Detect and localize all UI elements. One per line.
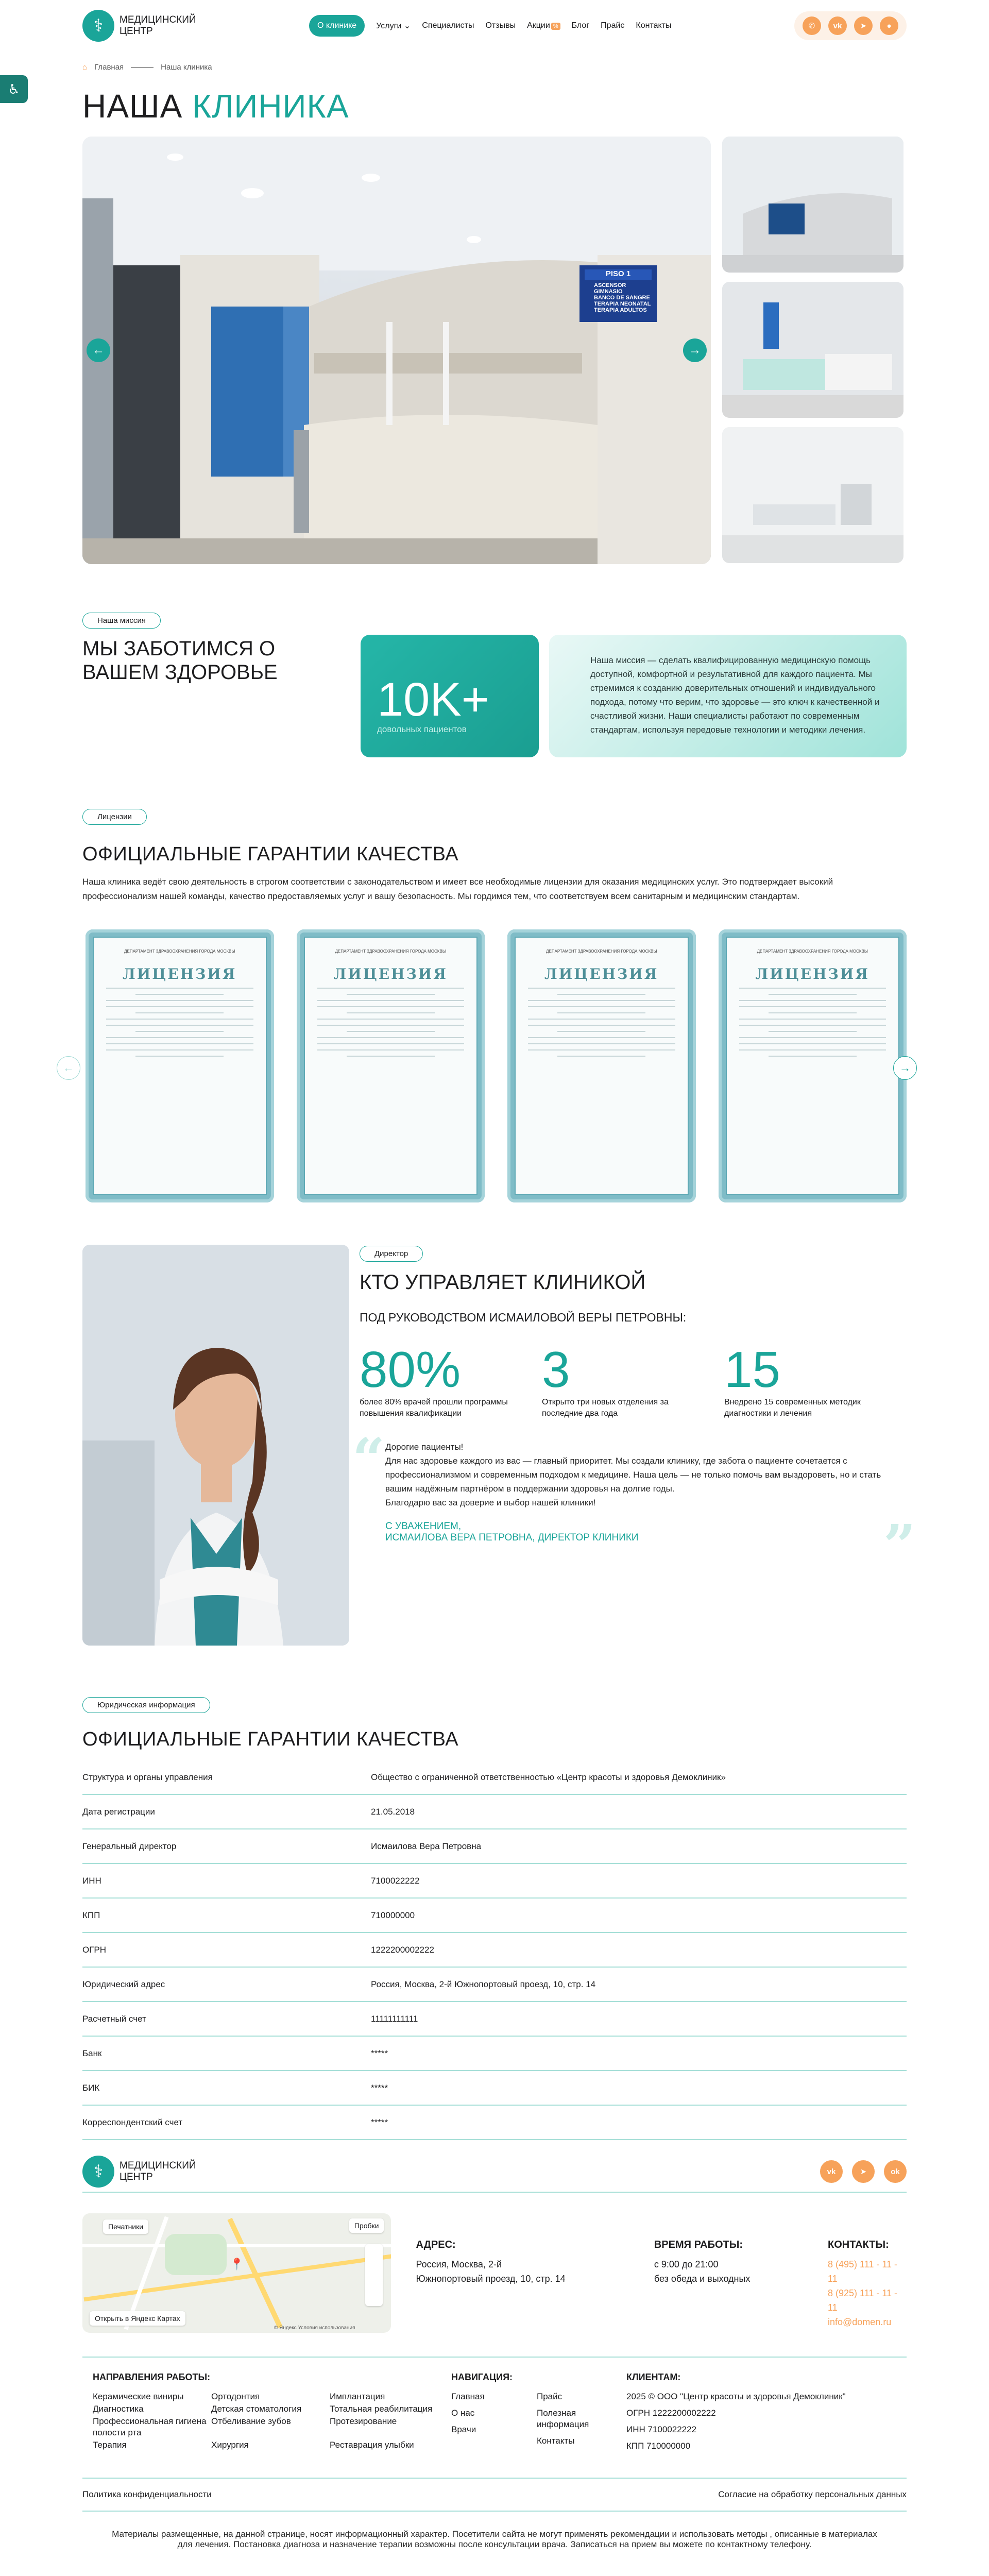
- footer-navigation: НАВИГАЦИЯ: Главная О нас Врачи Прайс Полезная информация Контакты: [451, 2372, 626, 2457]
- table-row: ИНН 7100022222: [82, 1864, 907, 1899]
- direction-link[interactable]: Имплантация: [330, 2392, 385, 2401]
- footer-nav-link[interactable]: Прайс: [537, 2392, 562, 2401]
- nav-item-specialists[interactable]: Специалисты: [422, 21, 474, 30]
- license-heading: ЛИЦЕНЗИЯ: [755, 965, 869, 982]
- floor-sign: PISO 1 ASCENSOR GIMNASIO BANCO DE SANGRE TERAPIA NEONATAL TERAPIA ADULTOS: [594, 269, 651, 313]
- licenses-section: [63, 809, 911, 1202]
- gallery-next-button[interactable]: →: [683, 338, 707, 362]
- license-card[interactable]: ДЕПАРТАМЕНТ ЗДРАВООХРАНЕНИЯ ГОРОДА МОСКВЫ ЛИЦЕНЗИЯ: [507, 929, 696, 1202]
- director-portrait-illustration: [82, 1245, 349, 1646]
- accessibility-icon[interactable]: ♿: [0, 75, 28, 103]
- licenses-next-button[interactable]: →: [893, 1056, 917, 1080]
- footer-top: [82, 2151, 907, 2193]
- table-row: Корреспондентский счет *****: [82, 2106, 907, 2140]
- director-section: [82, 1245, 916, 1646]
- license-card[interactable]: ДЕПАРТАМЕНТ ЗДРАВООХРАНЕНИЯ ГОРОДА МОСКВЫ ЛИЦЕНЗИЯ: [297, 929, 485, 1202]
- direction-link[interactable]: Ортодонтия: [211, 2392, 260, 2401]
- vk-icon[interactable]: vk: [828, 16, 847, 35]
- director-quote: “ Дорогие пациенты! Для нас здоровье каждого из вас — главный приоритет. Мы создали клинику, где забота о пациенте сочетается с профессионализмом и современным подходом к медицине. Наша цель — не только помочь вам выздороветь, но и стать вашим надёжным партнёром в поддержании здоровья на долгие годы. Благодарю вас за доверие и выбор нашей клиники! С УВАЖЕНИЕМ, ИСМАИЛОВА ВЕРА ПЕТРОВНА, ДИРЕКТОР КЛИНИКИ ”: [352, 1426, 916, 1579]
- map-zoom-controls[interactable]: [365, 2244, 383, 2306]
- table-row: Расчетный счет 11111111111: [82, 2002, 907, 2037]
- map-open-button[interactable]: Открыть в Яндекс Картах: [90, 2311, 185, 2326]
- site-header: [82, 0, 907, 52]
- footer-directions: НАПРАВЛЕНИЯ РАБОТЫ: Керамические виниры Ортодонтия Имплантация Диагностика Детская стоматология Тотальная реабилитация Профессиональная гигиена полости рта Отбеливание зубов Протезирование Терапия Хирургия Реставрация улыбки: [93, 2372, 451, 2457]
- yandex-map[interactable]: 📍 Печатники Пробки Открыть в Яндекс Картах © Яндекс Условия использования: [82, 2213, 391, 2333]
- header-socials: [794, 11, 907, 40]
- direction-link[interactable]: Профессиональная гигиена полости рта: [93, 2416, 207, 2437]
- table-row: Юридический адрес Россия, Москва, 2-й Южнопортовый проезд, 10, стр. 14: [82, 1968, 907, 2002]
- nav-item-about[interactable]: О клинике: [309, 15, 365, 37]
- direction-link[interactable]: Хирургия: [211, 2440, 249, 2450]
- table-row: КПП 710000000: [82, 1899, 907, 1933]
- mission-section: [82, 613, 907, 757]
- footer-nav-link[interactable]: Полезная информация: [537, 2408, 589, 2429]
- director-title: КТО УПРАВЛЯЕТ КЛИНИКОЙ: [360, 1271, 646, 1294]
- footer-nav-link[interactable]: Врачи: [451, 2425, 476, 2434]
- nav-item-promotions[interactable]: Акции %: [527, 21, 560, 30]
- legal-table: [82, 1772, 907, 2140]
- licenses-carousel: [63, 929, 911, 1202]
- legal-pill: Юридическая информация: [82, 1697, 210, 1713]
- table-row: БИК *****: [82, 2071, 907, 2106]
- license-card[interactable]: ДЕПАРТАМЕНТ ЗДРАВООХРАНЕНИЯ ГОРОДА МОСКВЫ ЛИЦЕНЗИЯ: [719, 929, 907, 1202]
- table-row: Дата регистрации 21.05.2018: [82, 1795, 907, 1829]
- legal-title: ОФИЦИАЛЬНЫЕ ГАРАНТИИ КАЧЕСТВА: [82, 1728, 459, 1750]
- footer-nav-link[interactable]: Главная: [451, 2392, 485, 2401]
- mission-text: Наша миссия — сделать квалифицированную медицинскую помощь доступной, комфортной и результативной для каждого пациента. Мы стремимся к созданию доверительных отношений и индивидуального подхода, потому что верим, что здоровье — это ключ к качественной и счастливой жизни. Наши специалисты работают по современным стандартам, используя передовые технологии и методики лечения.: [549, 635, 907, 757]
- license-heading: ЛИЦЕНЗИЯ: [123, 965, 237, 982]
- nav-item-services[interactable]: Услуги ⌄: [376, 22, 411, 30]
- privacy-link[interactable]: Политика конфиденциальности: [82, 2489, 212, 2499]
- direction-link[interactable]: Протезирование: [330, 2416, 397, 2426]
- director-stat: 80% более 80% врачей прошли программы повышения квалификации: [360, 1341, 508, 1418]
- patients-stat-card: [361, 635, 539, 757]
- footer-nav-link[interactable]: О нас: [451, 2408, 475, 2418]
- logo-icon: ⚕: [82, 2156, 114, 2188]
- legal-section: [82, 1697, 907, 2140]
- license-card[interactable]: ДЕПАРТАМЕНТ ЗДРАВООХРАНЕНИЯ ГОРОДА МОСКВЫ ЛИЦЕНЗИЯ: [86, 929, 274, 1202]
- gallery-main-image[interactable]: [82, 137, 711, 564]
- licenses-prev-button[interactable]: ←: [57, 1056, 80, 1080]
- mission-title: МЫ ЗАБОТИМСЯ О ВАШЕМ ЗДОРОВЬЕ: [82, 637, 278, 684]
- logo[interactable]: [82, 10, 309, 42]
- map-label: Печатники: [103, 2219, 148, 2234]
- consent-link[interactable]: Согласие на обработку персональных данных: [718, 2489, 907, 2499]
- clinic-gallery: [82, 137, 907, 564]
- phone-link[interactable]: 8 (925) 111 - 11 - 11: [827, 2288, 898, 2313]
- odnoklassniki-icon[interactable]: ok: [884, 2160, 907, 2183]
- director-photo: [82, 1245, 349, 1646]
- footer-policies: [82, 2478, 907, 2512]
- quote-open-icon: “: [352, 1426, 385, 1492]
- thumb-procedure-room-illustration: [722, 427, 903, 563]
- direction-link[interactable]: Детская стоматология: [211, 2404, 302, 2414]
- direction-link[interactable]: Отбеливание зубов: [211, 2416, 291, 2426]
- footer-nav-link[interactable]: Контакты: [537, 2436, 575, 2446]
- location-icon[interactable]: ●: [880, 16, 898, 35]
- footer-contacts: [82, 2213, 907, 2333]
- footer-links: [82, 2357, 907, 2457]
- map-traffic-button[interactable]: Пробки: [349, 2218, 384, 2233]
- gallery-thumb-2[interactable]: [722, 282, 903, 418]
- direction-link[interactable]: Тотальная реабилитация: [330, 2404, 433, 2414]
- footer-disclaimer: Материалы размещенные, на данной странице, носят информационный характер. Посетители сайта не могут применять рекомендации и использовать методы , описанные в материалах для лечения. Постановка диагноза и назначение терапии возможны после консультации врача. Записаться на прием вы можете по контактному телефону.: [112, 2529, 877, 2549]
- footer-logo[interactable]: ⚕ МЕДИЦИНСКИЙ ЦЕНТР: [82, 2156, 309, 2188]
- gallery-thumbnails: [722, 137, 903, 564]
- phone-icon[interactable]: ✆: [803, 16, 821, 35]
- vk-icon[interactable]: vk: [820, 2160, 843, 2183]
- breadcrumb-home[interactable]: Главная: [94, 63, 124, 72]
- thumb-ward-illustration: [722, 282, 903, 418]
- direction-link[interactable]: Терапия: [93, 2440, 127, 2450]
- page-title: НАША КЛИНИКА: [82, 88, 349, 125]
- direction-link[interactable]: Диагностика: [93, 2404, 144, 2414]
- nav-item-contacts[interactable]: Контакты: [636, 21, 672, 30]
- gallery-thumb-1[interactable]: [722, 137, 903, 273]
- footer-clients: КЛИЕНТАМ: 2025 © ООО "Центр красоты и здоровья Демоклиник" ОГРН 1222200002222 ИНН 7100022222 КПП 710000000: [626, 2372, 846, 2451]
- footer-address: АДРЕС: Россия, Москва, 2-й Южнопортовый проезд, 10, стр. 14: [416, 2239, 566, 2284]
- email-link[interactable]: info@domen.ru: [827, 2317, 892, 2327]
- licenses-intro: Наша клиника ведёт свою деятельность в строгом соответствии с законодательством и имеет все необходимые лицензии для оказания медицинских услуг. Это подтверждает высокий профессионализм нашей команды, качество предоставляемых услуг и вашу безопасность. Мы гордимся тем, что соответствуем всем санитарным и медицинским стандартам.: [82, 877, 833, 901]
- license-heading: ЛИЦЕНЗИЯ: [333, 965, 448, 982]
- direction-link[interactable]: Керамические виниры: [93, 2392, 184, 2401]
- telegram-icon[interactable]: ➤: [854, 16, 873, 35]
- patients-stat-label: довольных пациентов: [377, 724, 467, 734]
- telegram-icon[interactable]: ➤: [852, 2160, 875, 2183]
- patients-stat-value: 10K+: [377, 673, 489, 726]
- promo-badge: %: [551, 23, 560, 30]
- nav-item-blog[interactable]: Блог: [571, 21, 590, 30]
- gallery-thumb-3[interactable]: [722, 427, 903, 563]
- director-stat: 15 Внедрено 15 современных методик диагностики и лечения: [724, 1341, 861, 1418]
- director-signature: С УВАЖЕНИЕМ, ИСМАИЛОВА ВЕРА ПЕТРОВНА, ДИРЕКТОР КЛИНИКИ: [385, 1521, 639, 1543]
- home-icon: ⌂: [82, 63, 88, 72]
- table-row: ОГРН 1222200002222: [82, 1933, 907, 1968]
- licenses-pill: Лицензии: [82, 809, 147, 825]
- director-subtitle: ПОД РУКОВОДСТВОМ ИСМАИЛОВОЙ ВЕРЫ ПЕТРОВНЫ:: [360, 1311, 687, 1324]
- breadcrumb-current: Наша клиника: [161, 63, 212, 72]
- thumb-reception-illustration: [722, 137, 903, 273]
- table-row: Генеральный директор Исмаилова Вера Петровна: [82, 1829, 907, 1864]
- quote-close-icon: ”: [883, 1512, 916, 1579]
- table-row: Банк *****: [82, 2037, 907, 2071]
- main-nav: [309, 15, 672, 37]
- license-heading: ЛИЦЕНЗИЯ: [544, 965, 659, 982]
- mission-pill: Наша миссия: [82, 613, 161, 629]
- map-pin-icon: 📍: [230, 2258, 244, 2270]
- phone-link[interactable]: 8 (495) 111 - 11 - 11: [827, 2259, 898, 2284]
- table-row: Структура и органы управления Общество с ограниченной ответственностью «Центр красоты и здоровья Демоклиник»: [82, 1772, 907, 1795]
- footer-hours: ВРЕМЯ РАБОТЫ: с 9:00 до 21:00 без обеда и выходных: [654, 2239, 751, 2284]
- nav-item-reviews[interactable]: Отзывы: [485, 21, 516, 30]
- director-stat: 3 Открыто три новых отделения за последние два года: [542, 1341, 669, 1418]
- gallery-prev-button[interactable]: ←: [87, 338, 110, 362]
- director-stats: [360, 1341, 907, 1419]
- logo-icon: ⚕: [82, 10, 114, 42]
- direction-link[interactable]: Реставрация улыбки: [330, 2440, 414, 2450]
- clinic-reception-illustration: [82, 137, 711, 564]
- nav-item-price[interactable]: Прайс: [601, 21, 625, 30]
- logo-text: МЕДИЦИНСКИЙ ЦЕНТР: [120, 14, 196, 37]
- licenses-title: ОФИЦИАЛЬНЫЕ ГАРАНТИИ КАЧЕСТВА: [82, 843, 459, 865]
- breadcrumb: [82, 63, 907, 72]
- footer-socials: [820, 2160, 907, 2183]
- footer-phones: КОНТАКТЫ: 8 (495) 111 - 11 - 11 8 (925) 111 - 11 - 11 info@domen.ru: [828, 2213, 907, 2333]
- director-pill: Директор: [360, 1246, 423, 1262]
